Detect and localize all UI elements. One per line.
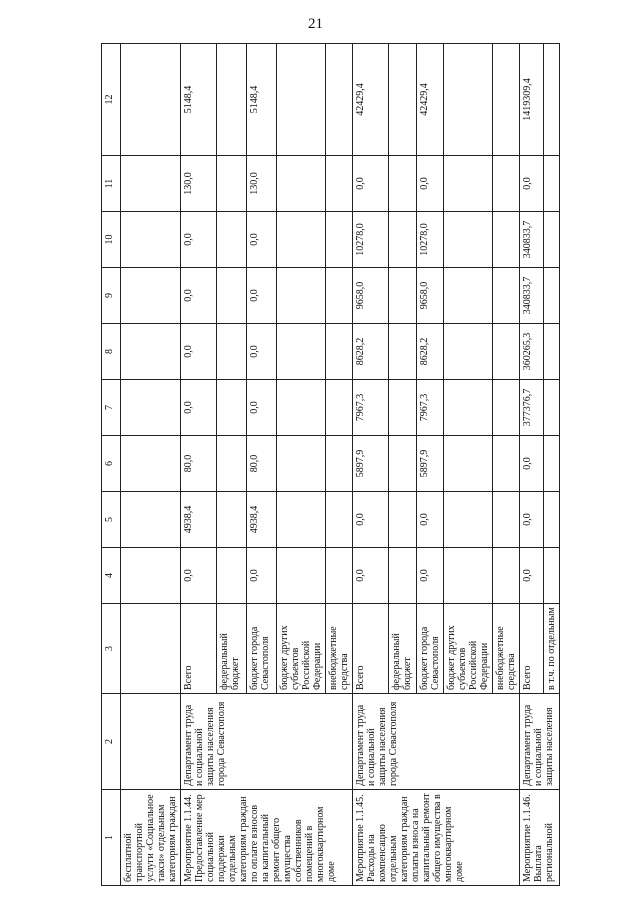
- source-incl: в т.ч. по отдельным: [544, 604, 560, 694]
- value-cell: 0,0: [520, 492, 544, 548]
- value-cell: 0,0: [247, 324, 277, 380]
- value-cell: 5148,4: [181, 44, 217, 156]
- column-number-row: [102, 44, 121, 886]
- value-cell: 8628,2: [353, 324, 389, 380]
- value-cell: 42429,4: [417, 44, 444, 156]
- table-row: [181, 44, 217, 886]
- measure-cell: Мероприятие 1.1.44. Предоставление мер социальной поддержки отдельным категориям граждан по оплате взносов на капитальный ремонт общего имущества собственников помещений в многоквартирном доме: [181, 790, 353, 886]
- source-other: бюджет других субъектов Российской Федерации: [277, 604, 326, 694]
- value-cell: 5148,4: [247, 44, 277, 156]
- source-extra: внебюджетные средства: [326, 604, 353, 694]
- source-total: Всего: [353, 604, 389, 694]
- table-row: [520, 44, 544, 886]
- carry-over-row: [121, 44, 181, 886]
- value-cell: 8628,2: [417, 324, 444, 380]
- value-cell: 80,0: [181, 436, 217, 492]
- measure-cell: Мероприятие 1.1.46. Выплата региональной: [520, 790, 560, 886]
- value-cell: 0,0: [417, 492, 444, 548]
- rotated-table-content: [101, 44, 557, 886]
- carry-over-text: бесплатной транспортной услуги «Социальное такси» отдельным категориям граждан: [121, 790, 181, 886]
- value-cell: 340833,7: [520, 212, 544, 268]
- col-header-8: 8: [102, 324, 121, 380]
- col-header-4: 4: [102, 548, 121, 604]
- value-cell: 5897,9: [417, 436, 444, 492]
- value-cell: 0,0: [247, 268, 277, 324]
- value-cell: 0,0: [247, 548, 277, 604]
- col-header-10: 10: [102, 212, 121, 268]
- value-cell: 0,0: [353, 156, 389, 212]
- financing-table: [101, 43, 560, 886]
- value-cell: 5897,9: [353, 436, 389, 492]
- value-cell: 0,0: [520, 548, 544, 604]
- col-header-3: 3: [102, 604, 121, 694]
- value-cell: 1419309,4: [520, 44, 544, 156]
- col-header-7: 7: [102, 380, 121, 436]
- source-city: бюджет города Севастополя: [247, 604, 277, 694]
- value-cell: 42429,4: [353, 44, 389, 156]
- value-cell: 7967,3: [417, 380, 444, 436]
- value-cell: 7967,3: [353, 380, 389, 436]
- value-cell: 4938,4: [247, 492, 277, 548]
- value-cell: 340833,7: [520, 268, 544, 324]
- col-header-6: 6: [102, 436, 121, 492]
- value-cell: 0,0: [520, 156, 544, 212]
- value-cell: 0,0: [417, 548, 444, 604]
- value-cell: 0,0: [181, 324, 217, 380]
- source-total: Всего: [181, 604, 217, 694]
- value-cell: 0,0: [353, 492, 389, 548]
- value-cell: 0,0: [247, 212, 277, 268]
- table-row: [353, 44, 389, 886]
- value-cell: 130,0: [181, 156, 217, 212]
- value-cell: 360265,3: [520, 324, 544, 380]
- source-other: бюджет других субъектов Российской Федерации: [444, 604, 493, 694]
- source-federal: федеральный бюджет: [389, 604, 417, 694]
- rotated-table-frame: [101, 44, 557, 886]
- col-header-9: 9: [102, 268, 121, 324]
- value-cell: 377376,7: [520, 380, 544, 436]
- page-number: 21: [308, 16, 323, 32]
- executor-cell: Департамент труда и социальной защиты населения: [520, 694, 560, 790]
- source-city: бюджет города Севастополя: [417, 604, 444, 694]
- value-cell: 0,0: [520, 436, 544, 492]
- value-cell: 9658,0: [353, 268, 389, 324]
- value-cell: 80,0: [247, 436, 277, 492]
- value-cell: 4938,4: [181, 492, 217, 548]
- value-cell: 0,0: [181, 268, 217, 324]
- value-cell: 0,0: [353, 548, 389, 604]
- value-cell: 10278,0: [353, 212, 389, 268]
- value-cell: 0,0: [181, 380, 217, 436]
- col-header-2: 2: [102, 694, 121, 790]
- col-header-1: 1: [102, 790, 121, 886]
- value-cell: 0,0: [181, 548, 217, 604]
- source-total: Всего: [520, 604, 544, 694]
- source-federal: федеральный бюджет: [217, 604, 247, 694]
- col-header-5: 5: [102, 492, 121, 548]
- col-header-12: 12: [102, 44, 121, 156]
- value-cell: 0,0: [181, 212, 217, 268]
- value-cell: 0,0: [417, 156, 444, 212]
- value-cell: 10278,0: [417, 212, 444, 268]
- measure-cell: Мероприятие 1.1.45. Расходы на компенсацию отдельным категориям граждан оплаты взноса на капитальный ремонт общего имущества в многоквартирном доме: [353, 790, 520, 886]
- executor-cell: Департамент труда и социальной защиты населения города Севастополя: [181, 694, 353, 790]
- col-header-11: 11: [102, 156, 121, 212]
- value-cell: 9658,0: [417, 268, 444, 324]
- value-cell: 0,0: [247, 380, 277, 436]
- value-cell: 130,0: [247, 156, 277, 212]
- source-extra: внебюджетные средства: [493, 604, 520, 694]
- executor-cell: Департамент труда и социальной защиты населения города Севастополя: [353, 694, 520, 790]
